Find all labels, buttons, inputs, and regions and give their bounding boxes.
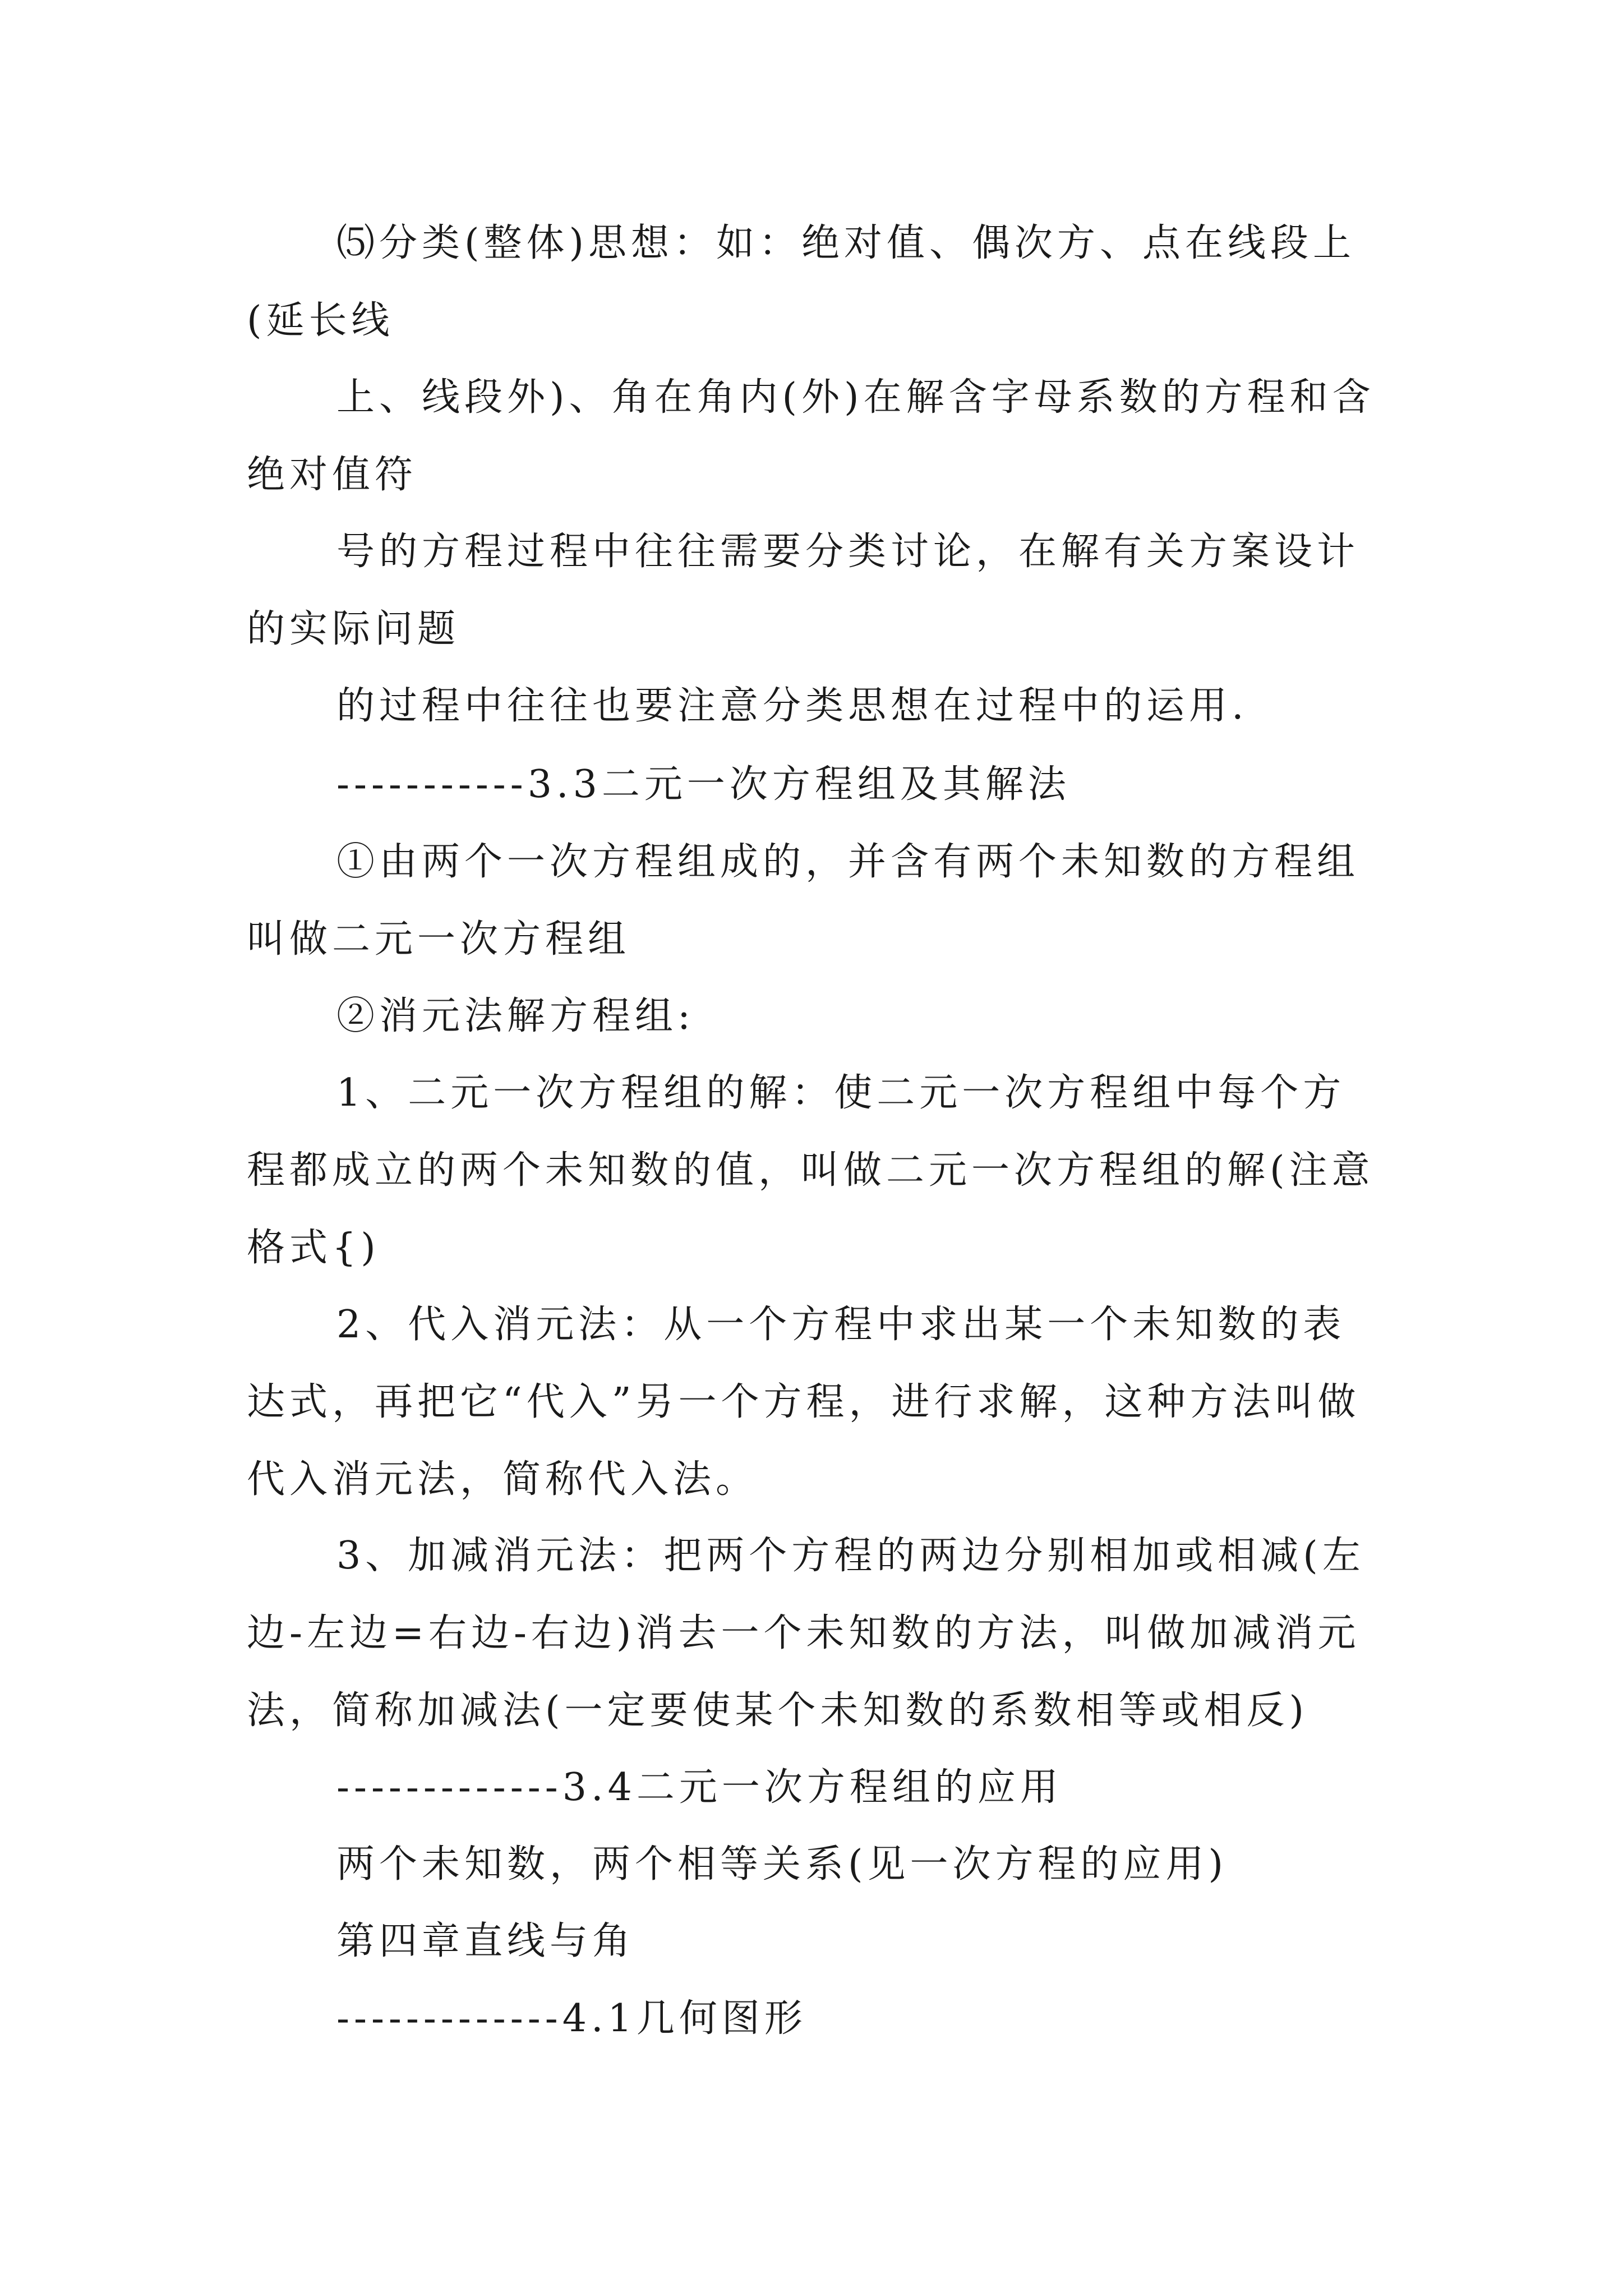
section-heading-3-3: -----------3.3二元一次方程组及其解法 [336,762,1071,807]
paragraph-classification-cont-1: 上、线段外)、角在角内(外)在解含字母系数的方程和含绝对值符 [247,375,1375,497]
paragraph-classification-cont-2: 号的方程过程中往往需要分类讨论，在解有关方案设计的实际问题 [247,530,1360,651]
paragraph-classification-cont-3: 的过程中往往也要注意分类思想在过程中的运用. [336,684,1248,728]
paragraph-addition-subtraction-method: 3、加减消元法：把两个方程的两边分别相加或相减(左边-左边=右边-右边)消去一个未知数的方法，叫做加减消元法，简称加减法(一定要使某个未知数的系数相等或相反) [247,1534,1365,1733]
paragraph-classification-thought: ⑸分类(整体)思想：如：绝对值、偶次方、点在线段上(延长线 [247,221,1356,343]
paragraph-elimination-method: ②消元法解方程组: [336,994,695,1038]
paragraph-substitution-method: 2、代入消元法：从一个方程中求出某一个未知数的表达式，再把它“代入”另一个方程，进行求解，这种方法叫做代入消元法，简称代入法。 [247,1303,1361,1502]
section-heading-3-4: -------------3.4二元一次方程组的应用 [336,1765,1063,1810]
paragraph-solution-definition: 1、二元一次方程组的解：使二元一次方程组中每个方程都成立的两个未知数的值，叫做二元一次方程组的解(注意格式{) [247,1071,1375,1270]
paragraph-definition: ①由两个一次方程组成的，并含有两个未知数的方程组叫做二元一次方程组 [247,840,1360,961]
section-heading-4-1: -------------4.1几何图形 [336,1996,807,2041]
chapter-heading-4: 第四章直线与角 [336,1919,635,1963]
paragraph-applications: 两个未知数，两个相等关系(见一次方程的应用) [336,1842,1228,1887]
